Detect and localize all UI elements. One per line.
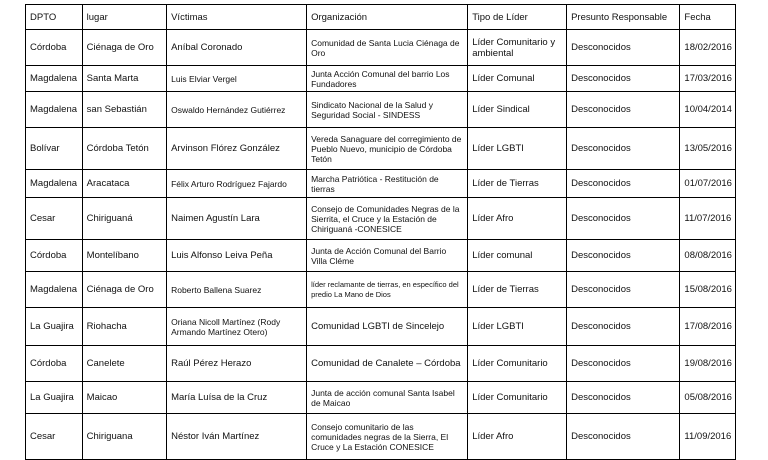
table-row [26, 414, 736, 460]
cell-responsable: Desconocidos [567, 414, 680, 460]
cell-tipo: Líder Afro [468, 198, 567, 240]
cell-dpto: Magdalena [26, 66, 83, 92]
cell-organizacion: Comunidad de Canalete – Córdoba [307, 346, 468, 382]
cell-organizacion: Consejo de Comunidades Negras de la Sierrita, el Cruce y la Estación de Chiriguaná -CONESICE [307, 198, 468, 240]
cell-tipo: Líder de Tierras [468, 170, 567, 198]
cell-fecha: 17/08/2016 [680, 308, 736, 346]
header-fecha: Fecha [680, 5, 736, 30]
cell-fecha: 05/08/2016 [680, 382, 736, 414]
cell-organizacion: Comunidad LGBTI de Sincelejo [307, 308, 468, 346]
cell-responsable: Desconocidos [567, 66, 680, 92]
cell-dpto: La Guajira [26, 308, 83, 346]
cell-dpto: Cesar [26, 198, 83, 240]
cell-tipo: Líder Afro [468, 414, 567, 460]
cell-tipo: Líder Comunal [468, 66, 567, 92]
table-header-row [26, 5, 736, 30]
cell-lugar: Riohacha [82, 308, 166, 346]
cell-fecha: 08/08/2016 [680, 240, 736, 272]
cell-lugar: Canelete [82, 346, 166, 382]
table-row [26, 30, 736, 66]
cell-victima: Félix Arturo Rodríguez Fajardo [167, 170, 307, 198]
table-row [26, 198, 736, 240]
table-row [26, 346, 736, 382]
cell-lugar: san Sebastián [82, 92, 166, 128]
cell-tipo: Líder Sindical [468, 92, 567, 128]
table-row [26, 128, 736, 170]
cell-dpto: Magdalena [26, 272, 83, 308]
header-presunto-responsable: Presunto Responsable [567, 5, 680, 30]
cell-organizacion: Sindicato Nacional de la Salud y Seguridad Social - SINDESS [307, 92, 468, 128]
header-organizacion: Organización [307, 5, 468, 30]
cell-lugar: Chiriguana [82, 414, 166, 460]
cell-lugar: Chiriguaná [82, 198, 166, 240]
cell-responsable: Desconocidos [567, 128, 680, 170]
cell-victima: Raúl Pérez Herazo [167, 346, 307, 382]
table-row [26, 382, 736, 414]
cell-victima: Naimen Agustín Lara [167, 198, 307, 240]
table-row [26, 170, 736, 198]
cell-organizacion: Vereda Sanaguare del corregimiento de Pueblo Nuevo, municipio de Córdoba Tetón [307, 128, 468, 170]
cell-victima: Luis Elviar Vergel [167, 66, 307, 92]
cell-tipo: Líder LGBTI [468, 128, 567, 170]
cell-dpto: Bolívar [26, 128, 83, 170]
cell-responsable: Desconocidos [567, 346, 680, 382]
cell-tipo: Líder Comunitario y ambiental [468, 30, 567, 66]
cell-fecha: 10/04/2014 [680, 92, 736, 128]
table-row [26, 240, 736, 272]
header-dpto: DPTO [26, 5, 83, 30]
cell-victima: Néstor Iván Martínez [167, 414, 307, 460]
cell-dpto: Córdoba [26, 346, 83, 382]
cell-tipo: Líder de Tierras [468, 272, 567, 308]
cell-victima: María Luísa de la Cruz [167, 382, 307, 414]
cell-lugar: Maicao [82, 382, 166, 414]
cell-tipo: Líder comunal [468, 240, 567, 272]
cell-tipo: Líder Comunitario [468, 382, 567, 414]
cell-organizacion: Junta de Acción Comunal del Barrio Villa Cléme [307, 240, 468, 272]
cell-dpto: Magdalena [26, 170, 83, 198]
cell-fecha: 01/07/2016 [680, 170, 736, 198]
cell-organizacion: Consejo comunitario de las comunidades negras de la Sierra, El Cruce y La Estación CONESICE [307, 414, 468, 460]
cell-lugar: Ciénaga de Oro [82, 30, 166, 66]
cell-responsable: Desconocidos [567, 308, 680, 346]
cell-responsable: Desconocidos [567, 382, 680, 414]
cell-dpto: Córdoba [26, 30, 83, 66]
cell-organizacion: Comunidad de Santa Lucia Ciénaga de Oro [307, 30, 468, 66]
header-tipo-lider: Tipo de Líder [468, 5, 567, 30]
table-row [26, 66, 736, 92]
table-row [26, 272, 736, 308]
cell-fecha: 15/08/2016 [680, 272, 736, 308]
header-lugar: lugar [82, 5, 166, 30]
cell-victima: Aníbal Coronado [167, 30, 307, 66]
cell-fecha: 19/08/2016 [680, 346, 736, 382]
victims-table [25, 4, 736, 460]
table-row [26, 308, 736, 346]
cell-fecha: 11/09/2016 [680, 414, 736, 460]
cell-fecha: 13/05/2016 [680, 128, 736, 170]
cell-dpto: La Guajira [26, 382, 83, 414]
cell-organizacion: Junta de acción comunal Santa Isabel de Maicao [307, 382, 468, 414]
cell-responsable: Desconocidos [567, 30, 680, 66]
cell-victima: Oswaldo Hernández Gutiérrez [167, 92, 307, 128]
cell-responsable: Desconocidos [567, 198, 680, 240]
cell-victima: Roberto Ballena Suarez [167, 272, 307, 308]
cell-victima: Luis Alfonso Leiva Peña [167, 240, 307, 272]
cell-lugar: Ciénaga de Oro [82, 272, 166, 308]
cell-lugar: Montelíbano [82, 240, 166, 272]
header-victimas: Víctimas [167, 5, 307, 30]
cell-responsable: Desconocidos [567, 170, 680, 198]
cell-victima: Oriana Nicoll Martínez (Rody Armando Martínez Otero) [167, 308, 307, 346]
cell-responsable: Desconocidos [567, 240, 680, 272]
cell-dpto: Córdoba [26, 240, 83, 272]
cell-responsable: Desconocidos [567, 92, 680, 128]
cell-fecha: 17/03/2016 [680, 66, 736, 92]
cell-dpto: Magdalena [26, 92, 83, 128]
table-row [26, 92, 736, 128]
cell-tipo: Líder LGBTI [468, 308, 567, 346]
cell-fecha: 18/02/2016 [680, 30, 736, 66]
cell-dpto: Cesar [26, 414, 83, 460]
cell-lugar: Córdoba Tetón [82, 128, 166, 170]
cell-responsable: Desconocidos [567, 272, 680, 308]
cell-organizacion: líder reclamante de tierras, en específico del predio La Mano de Dios [307, 272, 468, 308]
cell-lugar: Aracataca [82, 170, 166, 198]
cell-victima: Arvinson Flórez González [167, 128, 307, 170]
cell-organizacion: Junta Acción Comunal del barrio Los Fundadores [307, 66, 468, 92]
cell-lugar: Santa Marta [82, 66, 166, 92]
cell-fecha: 11/07/2016 [680, 198, 736, 240]
cell-tipo: Líder Comunitario [468, 346, 567, 382]
cell-organizacion: Marcha Patriótica - Restitución de tierras [307, 170, 468, 198]
